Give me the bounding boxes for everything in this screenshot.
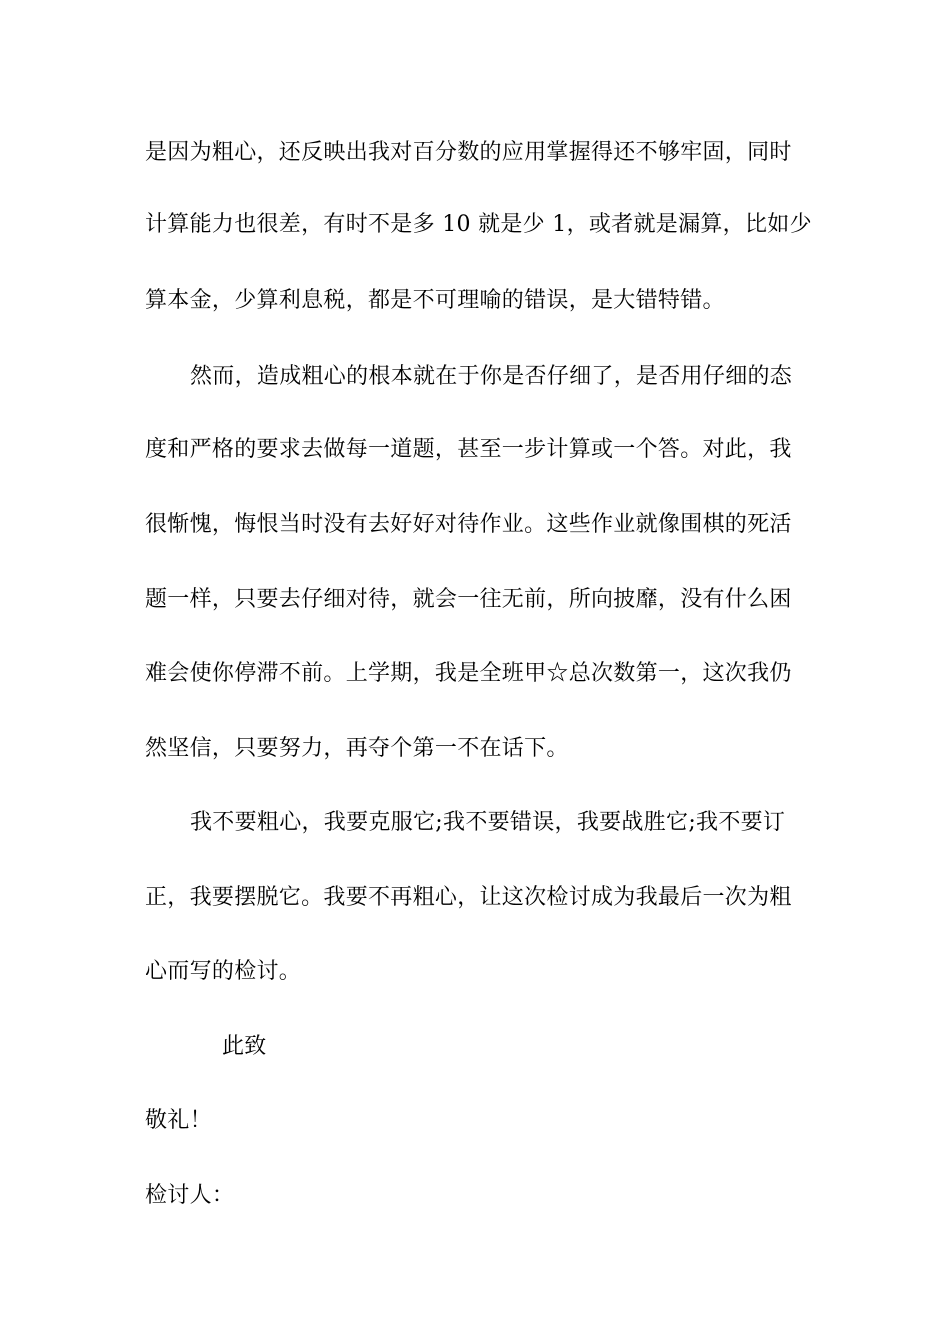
body-line: 计算能力也很差，有时不是多 10 就是少 1，或者就是漏算，比如少 xyxy=(145,212,812,237)
body-line: 然坚信，只要努力，再夺个第一不在话下。 xyxy=(145,736,569,761)
body-line: 难会使你停滞不前。上学期，我是全班甲☆总次数第一，这次我仍 xyxy=(145,661,792,686)
body-line: 心而写的检讨。 xyxy=(145,959,302,984)
paragraph-start-line: 然而，造成粗心的根本就在于你是否仔细了，是否用仔细的态 xyxy=(190,364,793,389)
body-line: 题一样，只要去仔细对待，就会一往无前，所向披靡，没有什么困 xyxy=(145,587,792,612)
paragraph-start-line: 我不要粗心，我要克服它;我不要错误，我要战胜它;我不要订 xyxy=(190,810,786,835)
body-line: 很惭愧，悔恨当时没有去好好对待作业。这些作业就像围棋的死活 xyxy=(145,512,792,537)
closing-salutation: 此致 xyxy=(222,1034,267,1059)
signature-label: 检讨人： xyxy=(145,1183,235,1208)
body-line: 是因为粗心，还反映出我对百分数的应用掌握得还不够牢固，同时 xyxy=(145,140,792,165)
closing-greeting: 敬礼！ xyxy=(145,1108,212,1133)
body-line: 度和严格的要求去做每一道题，甚至一步计算或一个答。对此，我 xyxy=(145,437,792,462)
body-line: 算本金，少算利息税，都是不可理喻的错误，是大错特错。 xyxy=(145,288,725,313)
body-line: 正，我要摆脱它。我要不再粗心，让这次检讨成为我最后一次为粗 xyxy=(145,885,792,910)
